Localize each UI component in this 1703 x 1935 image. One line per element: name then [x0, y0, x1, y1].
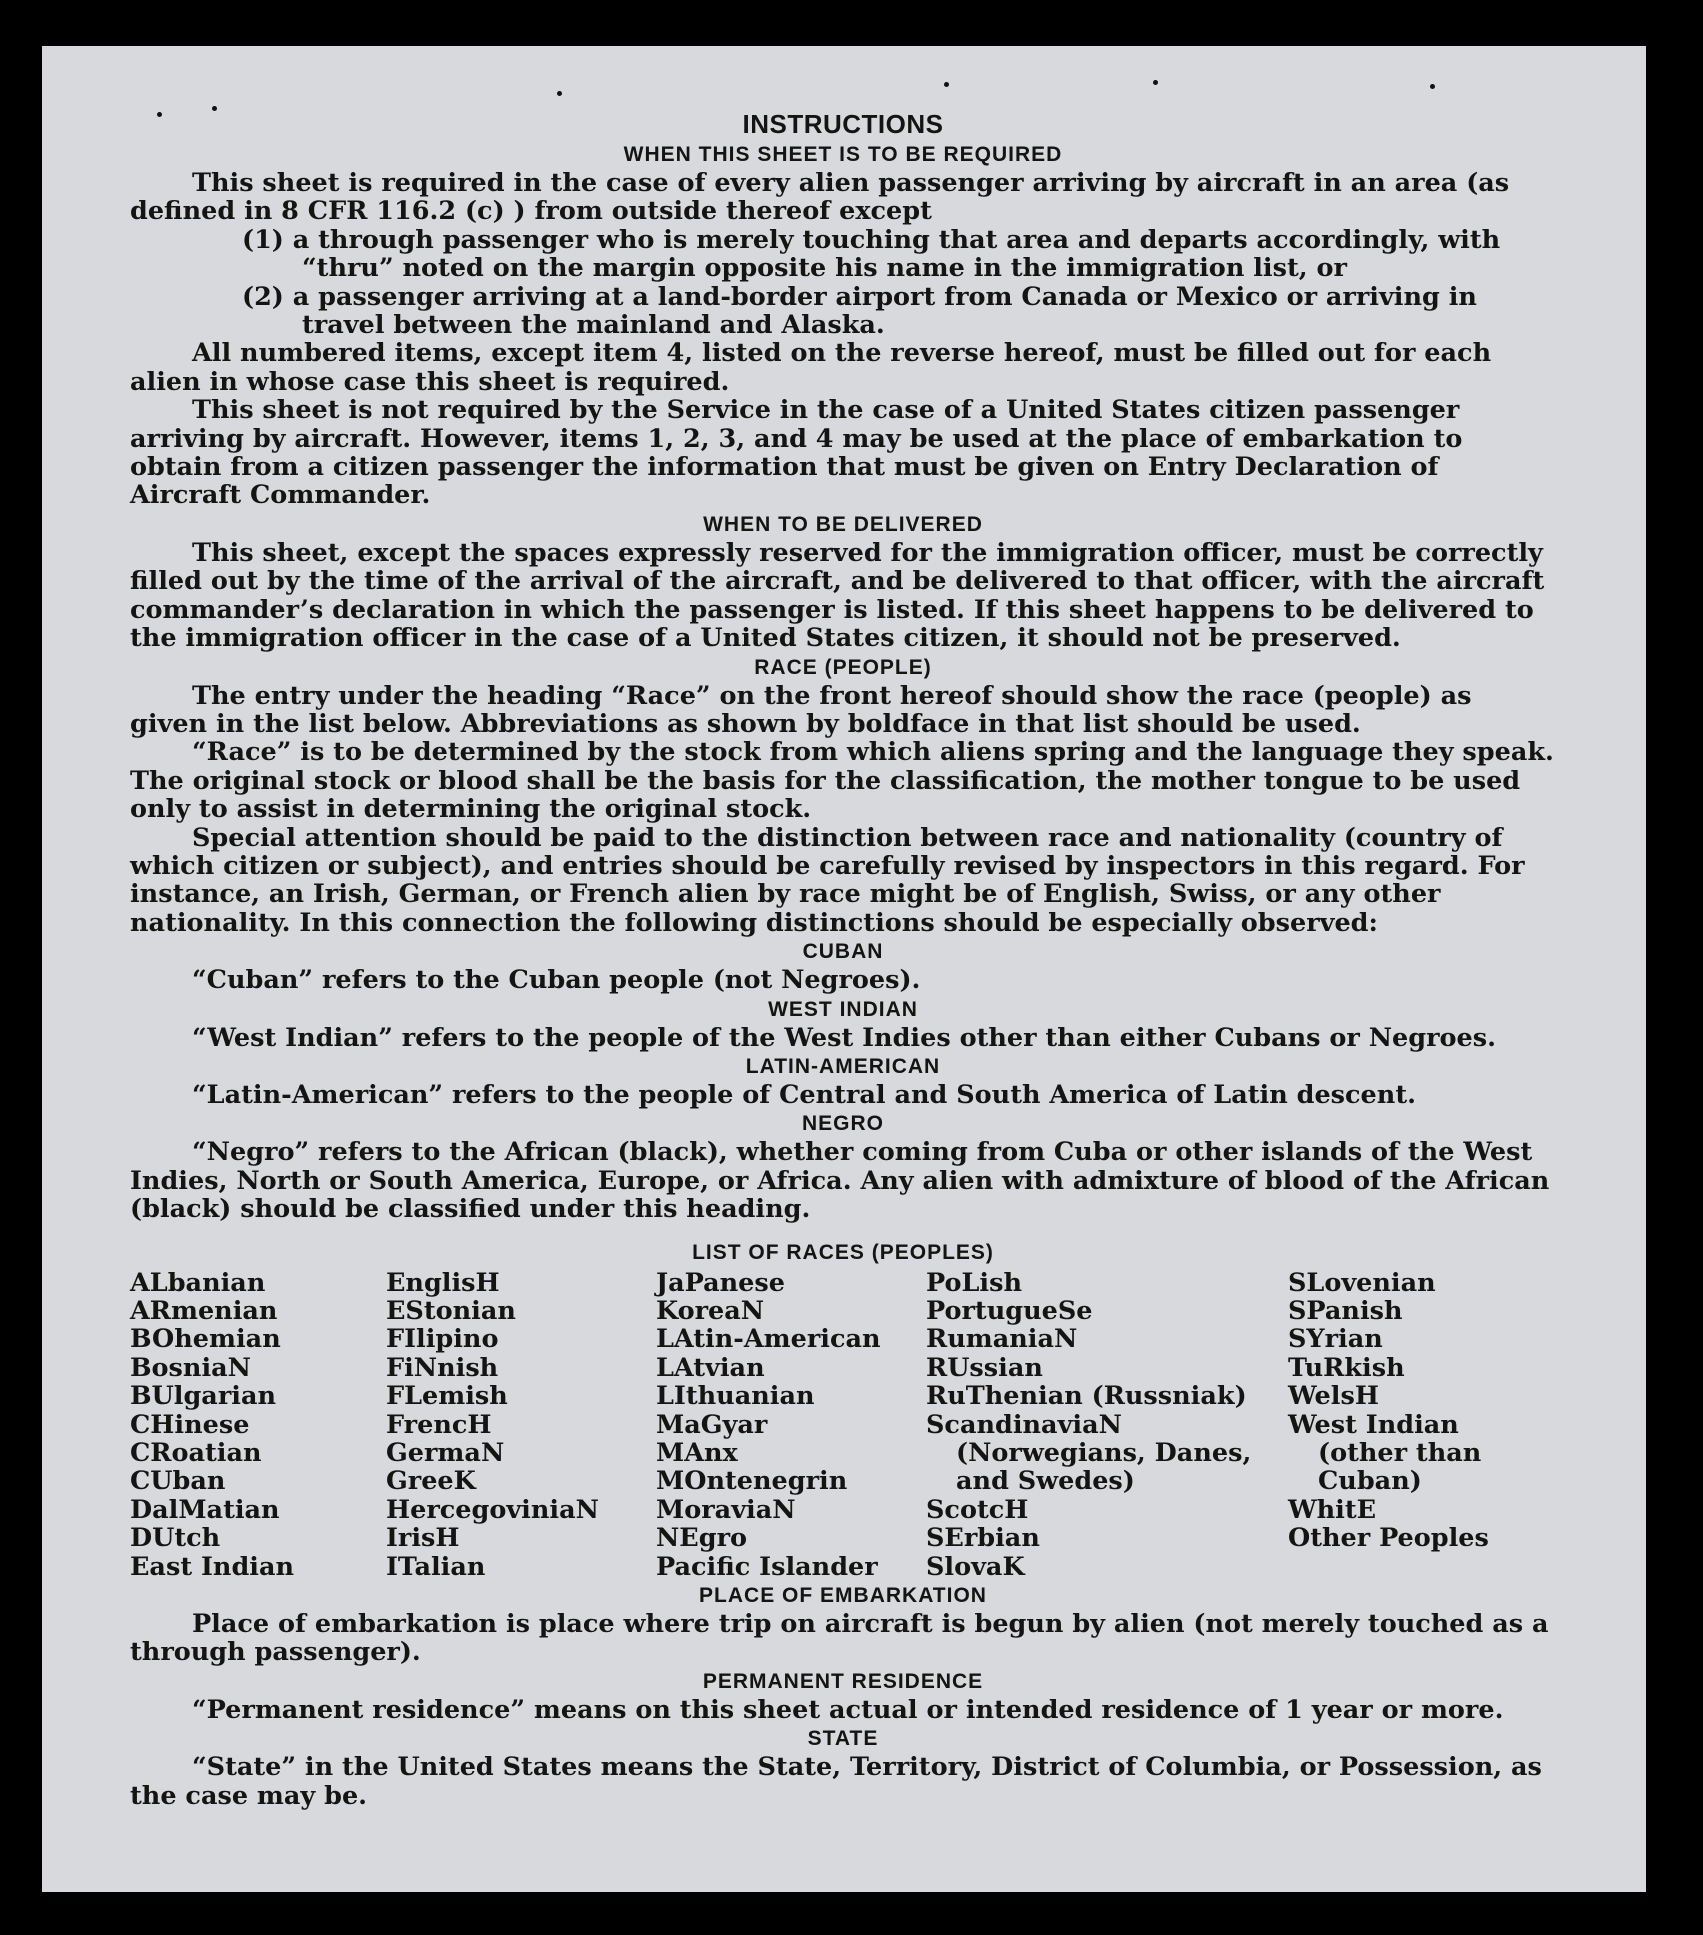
- race-entry: IrisH: [386, 1523, 460, 1554]
- race-entry: FLemish: [386, 1381, 508, 1412]
- races-column: [130, 1269, 386, 1581]
- race-entry: NEgro: [656, 1523, 748, 1554]
- instructions-content: [130, 108, 1556, 1810]
- races-list: [130, 1269, 1556, 1581]
- paragraph: All numbered items, except item 4, listed on the reverse hereof, must be filled out for each alien in whose case this sheet is required.: [130, 338, 1492, 397]
- race-entry: LIthuanian: [656, 1381, 815, 1412]
- paragraph: “State” in the United States means the State, Territory, District of Columbia, or Possession, as the case may be.: [130, 1752, 1542, 1811]
- race-entry: BUlgarian: [130, 1381, 277, 1412]
- races-column: [1288, 1269, 1556, 1581]
- races-list-heading: LIST OF RACES (PEOPLES): [692, 1240, 994, 1264]
- race-entry: FiNnish: [386, 1352, 499, 1383]
- list-item: (2) a passenger arriving at a land-border airport from Canada or Mexico or arriving in travel between the mainland and Alaska.: [242, 281, 1477, 341]
- section-heading: WEST INDIAN: [768, 997, 918, 1021]
- race-entry: PoLish: [926, 1267, 1023, 1298]
- scan-speck: [1430, 84, 1435, 89]
- race-entry: RUssian: [926, 1352, 1043, 1383]
- paragraph: Special attention should be paid to the distinction between race and nationality (country of which citizen or subject), and entries should be carefully revised by inspectors in this regard. For instance, an Irish, German, or French alien by race might be of English, Swiss, or any other nationality. In this connection the following distinctions should be especially observed:: [130, 822, 1525, 938]
- race-entry: East Indian: [130, 1551, 295, 1582]
- section-heading: PLACE OF EMBARKATION: [699, 1584, 987, 1608]
- section-heading: LATIN-AMERICAN: [745, 1054, 941, 1078]
- races-column: [386, 1269, 656, 1581]
- race-entry: DUtch: [130, 1523, 221, 1554]
- race-entry: ScandinaviaN (Norwegians, Danes, and Swedes): [926, 1409, 1252, 1497]
- section-heading: STATE: [807, 1727, 879, 1751]
- race-entry: RumaniaN: [926, 1324, 1078, 1355]
- paragraph: This sheet, except the spaces expressly reserved for the immigration officer, must be correctly filled out by the time of the arrival of the aircraft, and be delivered to that officer, with the aircraft commander’s declaration in which the passenger is listed. If this sheet happens to be delivered to the immigration officer in the case of a United States citizen, it should not be preserved.: [130, 537, 1545, 654]
- paragraph: Place of embarkation is place where trip on aircraft is begun by alien (not merely touched as a through passenger).: [130, 1609, 1549, 1668]
- race-entry: TuRkish: [1288, 1352, 1405, 1383]
- race-entry: JaPanese: [656, 1267, 785, 1298]
- race-entry: SLovenian: [1288, 1267, 1436, 1298]
- document-page: [42, 46, 1646, 1892]
- section-heading: RACE (PEOPLE): [754, 655, 932, 679]
- paragraph: “Permanent residence” means on this sheet actual or intended residence of 1 year or more.: [192, 1694, 1504, 1725]
- races-column: [926, 1269, 1288, 1581]
- paragraph: “Cuban” refers to the Cuban people (not Negroes).: [192, 965, 921, 996]
- race-entry: MaGyar: [656, 1409, 768, 1440]
- race-entry: BosniaN: [130, 1352, 251, 1383]
- race-entry: Pacific Islander: [656, 1551, 878, 1582]
- race-entry: DalMatian: [130, 1494, 280, 1525]
- scan-speck: [557, 91, 562, 96]
- scan-speck: [1153, 80, 1158, 85]
- race-entry: FrencH: [386, 1409, 492, 1440]
- paragraph: “Latin-American” refers to the people of Central and South America of Latin descent.: [192, 1079, 1416, 1110]
- paragraph: “Race” is to be determined by the stock from which aliens spring and the language they speak. The original stock or blood shall be the basis for the classification, the mother tongue to be used only to assist in determining the original stock.: [130, 737, 1554, 825]
- list-item: (1) a through passenger who is merely touching that area and departs accordingly, with “thru” noted on the margin opposite his name in the immigration list, or: [242, 224, 1501, 284]
- races-column: [656, 1269, 926, 1581]
- paragraph: “West Indian” refers to the people of the West Indies other than either Cubans or Negroes.: [192, 1022, 1496, 1053]
- race-entry: MoraviaN: [656, 1494, 796, 1525]
- race-entry: ScotcH: [926, 1494, 1029, 1525]
- scan-speck: [944, 82, 949, 87]
- section-heading: CUBAN: [802, 940, 884, 964]
- race-entry: SlovaK: [926, 1551, 1025, 1582]
- race-entry: MOntenegrin: [656, 1466, 848, 1497]
- race-entry: SYrian: [1288, 1324, 1383, 1355]
- race-entry: HercegoviniaN: [386, 1494, 599, 1525]
- race-entry: GreeK: [386, 1466, 476, 1497]
- section-heading: PERMANENT RESIDENCE: [702, 1669, 984, 1693]
- race-entry: KoreaN: [656, 1296, 765, 1326]
- race-entry: LAtvian: [656, 1352, 765, 1383]
- race-entry: SPanish: [1288, 1296, 1403, 1326]
- paragraph: This sheet is required in the case of every alien passenger arriving by aircraft in an area (as defined in 8 CFR 116.2 (c) ) from outside thereof except: [130, 168, 1510, 227]
- page-title: INSTRUCTIONS: [742, 109, 944, 139]
- race-entry: SErbian: [926, 1523, 1040, 1554]
- race-entry: ALbanian: [130, 1267, 266, 1298]
- paragraph: The entry under the heading “Race” on the front hereof should show the race (people) as given in the list below. Abbreviations as shown by boldface in that list should be used.: [130, 680, 1472, 739]
- race-entry: FIlipino: [386, 1324, 499, 1355]
- section-heading: NEGRO: [801, 1112, 884, 1136]
- section-heading: WHEN TO BE DELIVERED: [703, 512, 983, 536]
- race-entry: LAtin-American: [656, 1324, 881, 1355]
- race-entry: Other Peoples: [1288, 1523, 1489, 1554]
- race-entry: EnglisH: [386, 1267, 500, 1298]
- race-entry: MAnx: [656, 1438, 738, 1469]
- race-entry: West Indian (other than Cuban): [1288, 1409, 1482, 1497]
- paragraph: This sheet is not required by the Service in the case of a United States citizen passenger arriving by aircraft. However, items 1, 2, 3, and 4 may be used at the place of embarkation to obtain from a citizen passenger the information that must be given on Entry Declaration of Aircraft Commander.: [130, 395, 1463, 511]
- race-entry: RuThenian (Russniak): [926, 1381, 1247, 1412]
- race-entry: CUban: [130, 1466, 226, 1497]
- race-entry: EStonian: [386, 1296, 516, 1326]
- paragraph: “Negro” refers to the African (black), whether coming from Cuba or other islands of the West Indies, North or South America, Europe, or Africa. Any alien with admixture of blood of the African (black) should be classified under this heading.: [130, 1137, 1550, 1225]
- race-entry: BOhemian: [130, 1324, 281, 1355]
- race-entry: ARmenian: [130, 1296, 278, 1326]
- race-entry: CRoatian: [130, 1438, 262, 1469]
- section-heading: WHEN THIS SHEET IS TO BE REQUIRED: [623, 143, 1063, 166]
- race-entry: PortugueSe: [926, 1296, 1093, 1326]
- race-entry: GermaN: [386, 1438, 505, 1469]
- race-entry: CHinese: [130, 1409, 250, 1440]
- race-entry: ITalian: [386, 1551, 486, 1582]
- race-entry: WhitE: [1288, 1494, 1377, 1525]
- race-entry: WelsH: [1288, 1381, 1379, 1412]
